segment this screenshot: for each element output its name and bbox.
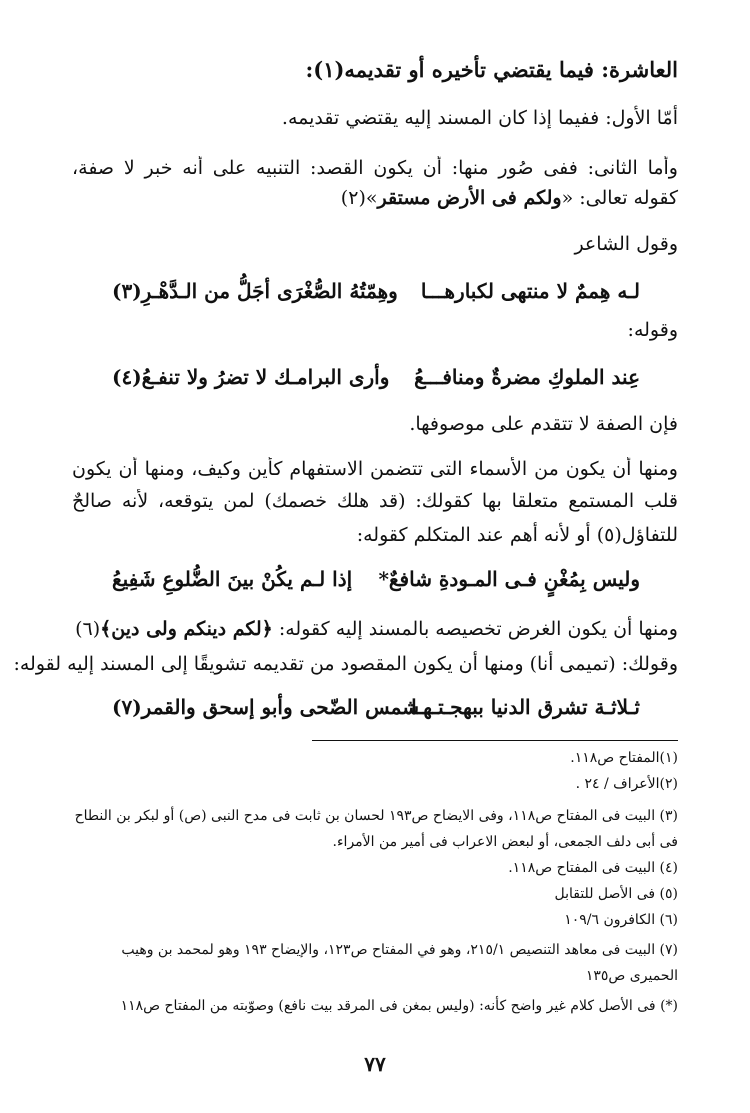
footnote-ref: (٦) [75,618,101,640]
quran-quote: ولكم فى الأرض مستقر [377,187,562,209]
text-line: للتفاؤل(٥) أو لأنه أهم عند المتكلم كقوله: [356,524,678,546]
text-line: فإن الصفة لا تتقدم على موصوفها. [409,413,678,435]
footnote: (٣) البيت فى المفتاح ص١١٨، وفى الايضاح ص١٩٣ لحسان بن ثابت فى مدح النبى (ص) أو لبكر بن النطاح [74,808,678,824]
footnote: (١)المفتاح ص١١٨. [570,750,678,766]
text-line: وقول الشاعر [574,233,678,255]
verse-hemistich-right: ثـلاثـة تشرق الدنيا ببهجـتـهـا [411,695,640,719]
footnote: (٥) فى الأصل للتقابل [554,886,678,902]
footnote: (٢)الأعراف / ٢٤ . [575,776,678,792]
verse-hemistich-left: وأرى البرامـك لا تضرُ ولا تنفـعُ(٤) [112,365,390,389]
verse-hemistich-left: إذا لـم يكُنْ بينَ الضُّلوعِ شَفِيعُ [112,567,353,591]
footnote-continuation: الحميرى ص١٣٥ [585,968,678,984]
verse-hemistich-left: وهِمّتُهُ الصُّغْرَى أجَلُّ من الـدَّهْـرِ(٣) [112,279,398,303]
verse-hemistich-left: شمس الضّحى وأبو إسحق والقمر(٧) [112,695,419,719]
text-fragment: ومنها أن يكون الغرض تخصيصه بالمسند إليه كقوله: [272,618,678,640]
text-line: وقولك: (تميمى أنا) ومنها أن يكون المقصود من تقديمه تشويقًا إلى المسند إليه لقوله: [13,653,678,675]
page-number: ٧٧ [364,1052,386,1076]
quran-quote: ﴿لكم دينكم ولى دين﴾ [100,618,273,640]
section-heading: العاشرة: فيما يقتضي تأخيره أو تقديمه(١): [305,57,678,82]
text-line: وأما الثانى: ففى صُور منها: أن يكون القصد: التنبيه على أنه خبر لا صفة، [72,157,678,179]
text-line: قلب المستمع متعلقا بها كقولك: (قد هلك خصمك) لمن يتوقعه، لأنه صالحٌ [72,490,678,512]
footnote: (٦) الكافرون ١٠٩/٦ [564,912,678,928]
verse-hemistich-right: وليس بِمُغْنٍ فـى المـودةِ شافعٌ* [378,567,640,591]
verse-hemistich-right: لـه هِممٌ لا منتهى لكبارهـــا [420,279,640,303]
text-line [72,186,678,210]
verse-hemistich-right: عِند الملوكِ مضرةٌ ومنافـــعُ [414,365,640,389]
text-line [72,617,678,641]
text-line: وقوله: [627,319,678,341]
text-line: أمّا الأول: ففيما إذا كان المسند إليه يقتضي تقديمه. [281,107,678,129]
footnote-separator [312,740,678,741]
footnote-continuation: فى أبى دلف الجمعى، أو لبعض الاعراب فى أمير من الأمراء. [332,834,678,850]
text-fragment: كقوله تعالى: « [561,187,678,209]
footnote-ref: »(٢) [340,187,378,209]
text-line: ومنها أن يكون من الأسماء التى تتضمن الاستفهام كأين وكيف، ومنها أن يكون [72,458,678,480]
footnote: (٧) البيت فى معاهد التنصيص ٢١٥/١، وهو في المفتاح ص١٢٣، والإيضاح ١٩٣ وهو لمحمد بن وهيب [121,942,678,958]
footnote: (*) فى الأصل كلام غير واضح كأنه: (وليس بمغن فى المرقد بيت نافع) وصوّبته من المفتاح ص١١٨ [120,998,678,1014]
footnote: (٤) البيت فى المفتاح ص١١٨. [508,860,678,876]
